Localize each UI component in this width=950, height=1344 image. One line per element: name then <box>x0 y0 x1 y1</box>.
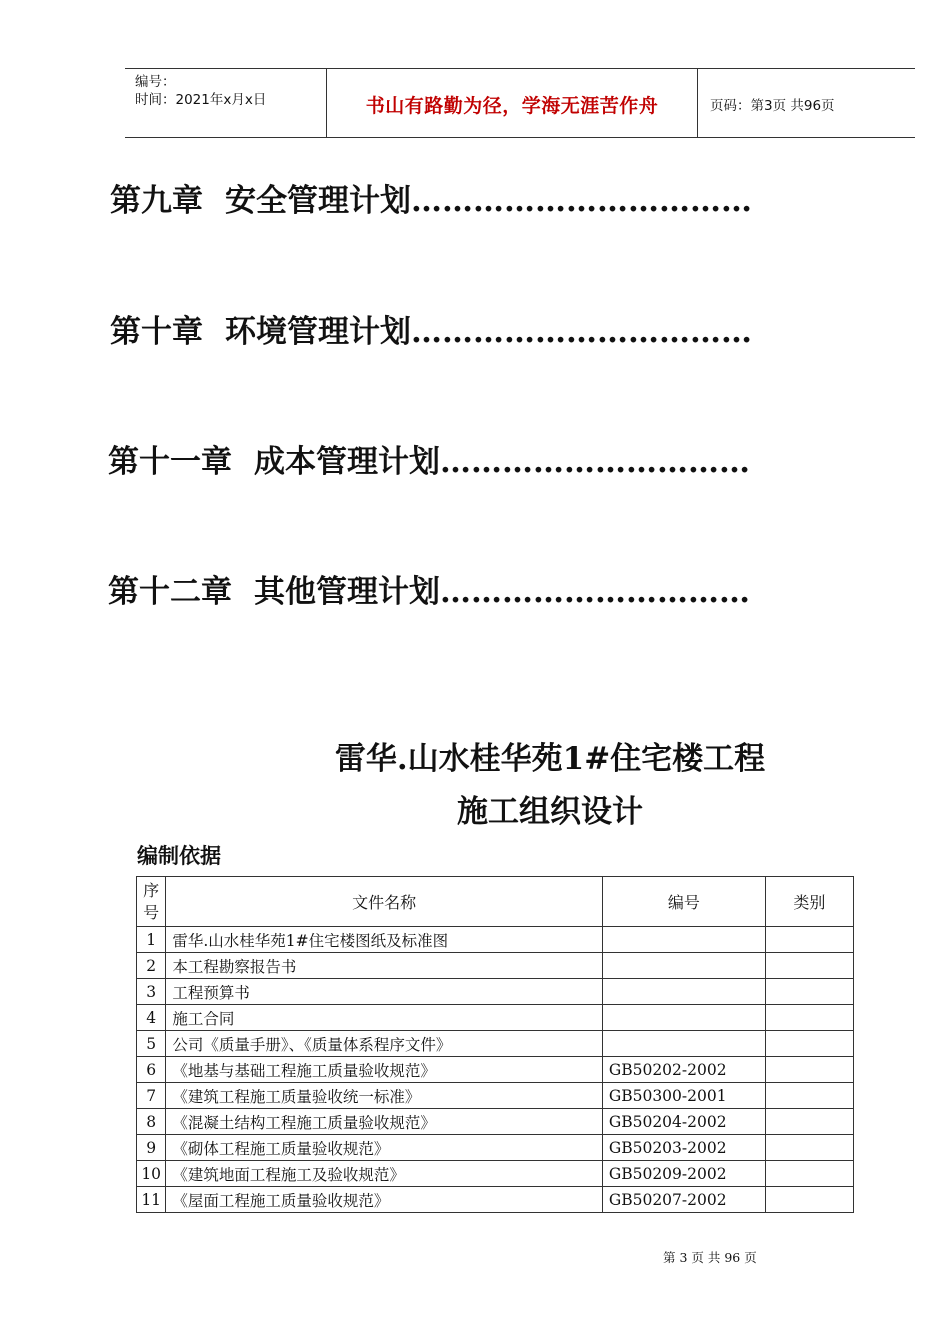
toc-chapter-title: 其他管理计划 <box>254 574 440 610</box>
cell-code <box>602 953 765 979</box>
header-time-label: 时间：2021年x月x日 <box>135 92 267 108</box>
toc-chapter-title: 环境管理计划 <box>225 314 411 350</box>
toc-entry-chapter-12 <box>108 566 750 611</box>
cell-category <box>765 1005 853 1031</box>
table-header-row <box>137 877 854 927</box>
cell-no: 10 <box>137 1161 166 1187</box>
cell-category <box>765 1031 853 1057</box>
cell-code <box>602 979 765 1005</box>
header-motto: 书山有路勤为径，学海无涯苦作舟 <box>365 95 659 117</box>
cell-category <box>765 979 853 1005</box>
document-subtitle: 施工组织设计 <box>457 794 643 830</box>
cell-category <box>765 1187 853 1213</box>
page-footer: 第 3 页 共 96 页 <box>663 1250 757 1265</box>
toc-entry-chapter-11 <box>108 436 750 481</box>
cell-name: 本工程勘察报告书 <box>166 953 602 979</box>
cell-name: 公司《质量手册》、《质量体系程序文件》 <box>166 1031 602 1057</box>
table-row <box>137 1005 854 1031</box>
cell-category <box>765 1109 853 1135</box>
cell-code: GB50207-2002 <box>602 1187 765 1213</box>
cell-name: 《屋面工程施工质量验收规范》 <box>166 1187 602 1213</box>
cell-code <box>602 1031 765 1057</box>
page-header <box>125 68 915 138</box>
toc-chapter-number: 第十二章 <box>108 574 232 610</box>
header-code-label: 编号： <box>135 74 176 90</box>
cell-name: 施工合同 <box>166 1005 602 1031</box>
cell-no: 1 <box>137 927 166 953</box>
toc-chapter-number: 第九章 <box>110 183 203 219</box>
toc-chapter-number: 第十章 <box>110 314 203 350</box>
header-meta <box>135 73 266 109</box>
cell-name: 《混凝土结构工程施工质量验收规范》 <box>166 1109 602 1135</box>
column-header-no <box>137 877 166 927</box>
table-row <box>137 1161 854 1187</box>
table-row <box>137 979 854 1005</box>
cell-code: GB50203-2002 <box>602 1135 765 1161</box>
cell-code: GB50204-2002 <box>602 1109 765 1135</box>
cell-no: 11 <box>137 1187 166 1213</box>
toc-chapter-title: 安全管理计划 <box>225 183 411 219</box>
header-no-line2: 号 <box>143 902 160 922</box>
cell-name: 《砌体工程施工质量验收规范》 <box>166 1135 602 1161</box>
cell-code: GB50202-2002 <box>602 1057 765 1083</box>
column-header-code: 编号 <box>602 877 765 927</box>
toc-leader-dots: ………………………… <box>440 444 750 480</box>
cell-no: 6 <box>137 1057 166 1083</box>
cell-code: GB50209-2002 <box>602 1161 765 1187</box>
cell-no: 5 <box>137 1031 166 1057</box>
table-row <box>137 1109 854 1135</box>
table-row <box>137 953 854 979</box>
header-divider <box>697 69 698 137</box>
header-no-line1: 序 <box>143 880 160 900</box>
cell-no: 7 <box>137 1083 166 1109</box>
cell-category <box>765 1161 853 1187</box>
cell-no: 9 <box>137 1135 166 1161</box>
section-heading: 编制依据 <box>137 844 221 868</box>
cell-code: GB50300-2001 <box>602 1083 765 1109</box>
cell-category <box>765 1057 853 1083</box>
column-header-name: 文件名称 <box>166 877 602 927</box>
cell-code <box>602 927 765 953</box>
cell-name: 《建筑工程施工质量验收统一标准》 <box>166 1083 602 1109</box>
cell-name: 工程预算书 <box>166 979 602 1005</box>
cell-name: 《地基与基础工程施工质量验收规范》 <box>166 1057 602 1083</box>
cell-no: 2 <box>137 953 166 979</box>
toc-entry-chapter-9 <box>110 175 752 220</box>
cell-category <box>765 1083 853 1109</box>
toc-entry-chapter-10 <box>110 306 752 351</box>
cell-no: 8 <box>137 1109 166 1135</box>
document-title: 雷华.山水桂华苑1#住宅楼工程 <box>334 741 766 777</box>
basis-table <box>136 876 854 1213</box>
cell-no: 3 <box>137 979 166 1005</box>
toc-leader-dots: ………………………… <box>440 574 750 610</box>
table-row <box>137 1057 854 1083</box>
table-row <box>137 1187 854 1213</box>
column-header-category: 类别 <box>765 877 853 927</box>
cell-code <box>602 1005 765 1031</box>
cell-name: 雷华.山水桂华苑1#住宅楼图纸及标准图 <box>166 927 602 953</box>
toc-leader-dots: …………………………… <box>411 183 752 219</box>
table-row <box>137 1031 854 1057</box>
cell-name: 《建筑地面工程施工及验收规范》 <box>166 1161 602 1187</box>
cell-category <box>765 953 853 979</box>
cell-no: 4 <box>137 1005 166 1031</box>
toc-chapter-number: 第十一章 <box>108 444 232 480</box>
table-row <box>137 1135 854 1161</box>
cell-category <box>765 927 853 953</box>
header-page-info: 页码：第3页 共96页 <box>710 98 835 114</box>
cell-category <box>765 1135 853 1161</box>
toc-chapter-title: 成本管理计划 <box>254 444 440 480</box>
table-row <box>137 927 854 953</box>
table-row <box>137 1083 854 1109</box>
toc-leader-dots: …………………………… <box>411 314 752 350</box>
